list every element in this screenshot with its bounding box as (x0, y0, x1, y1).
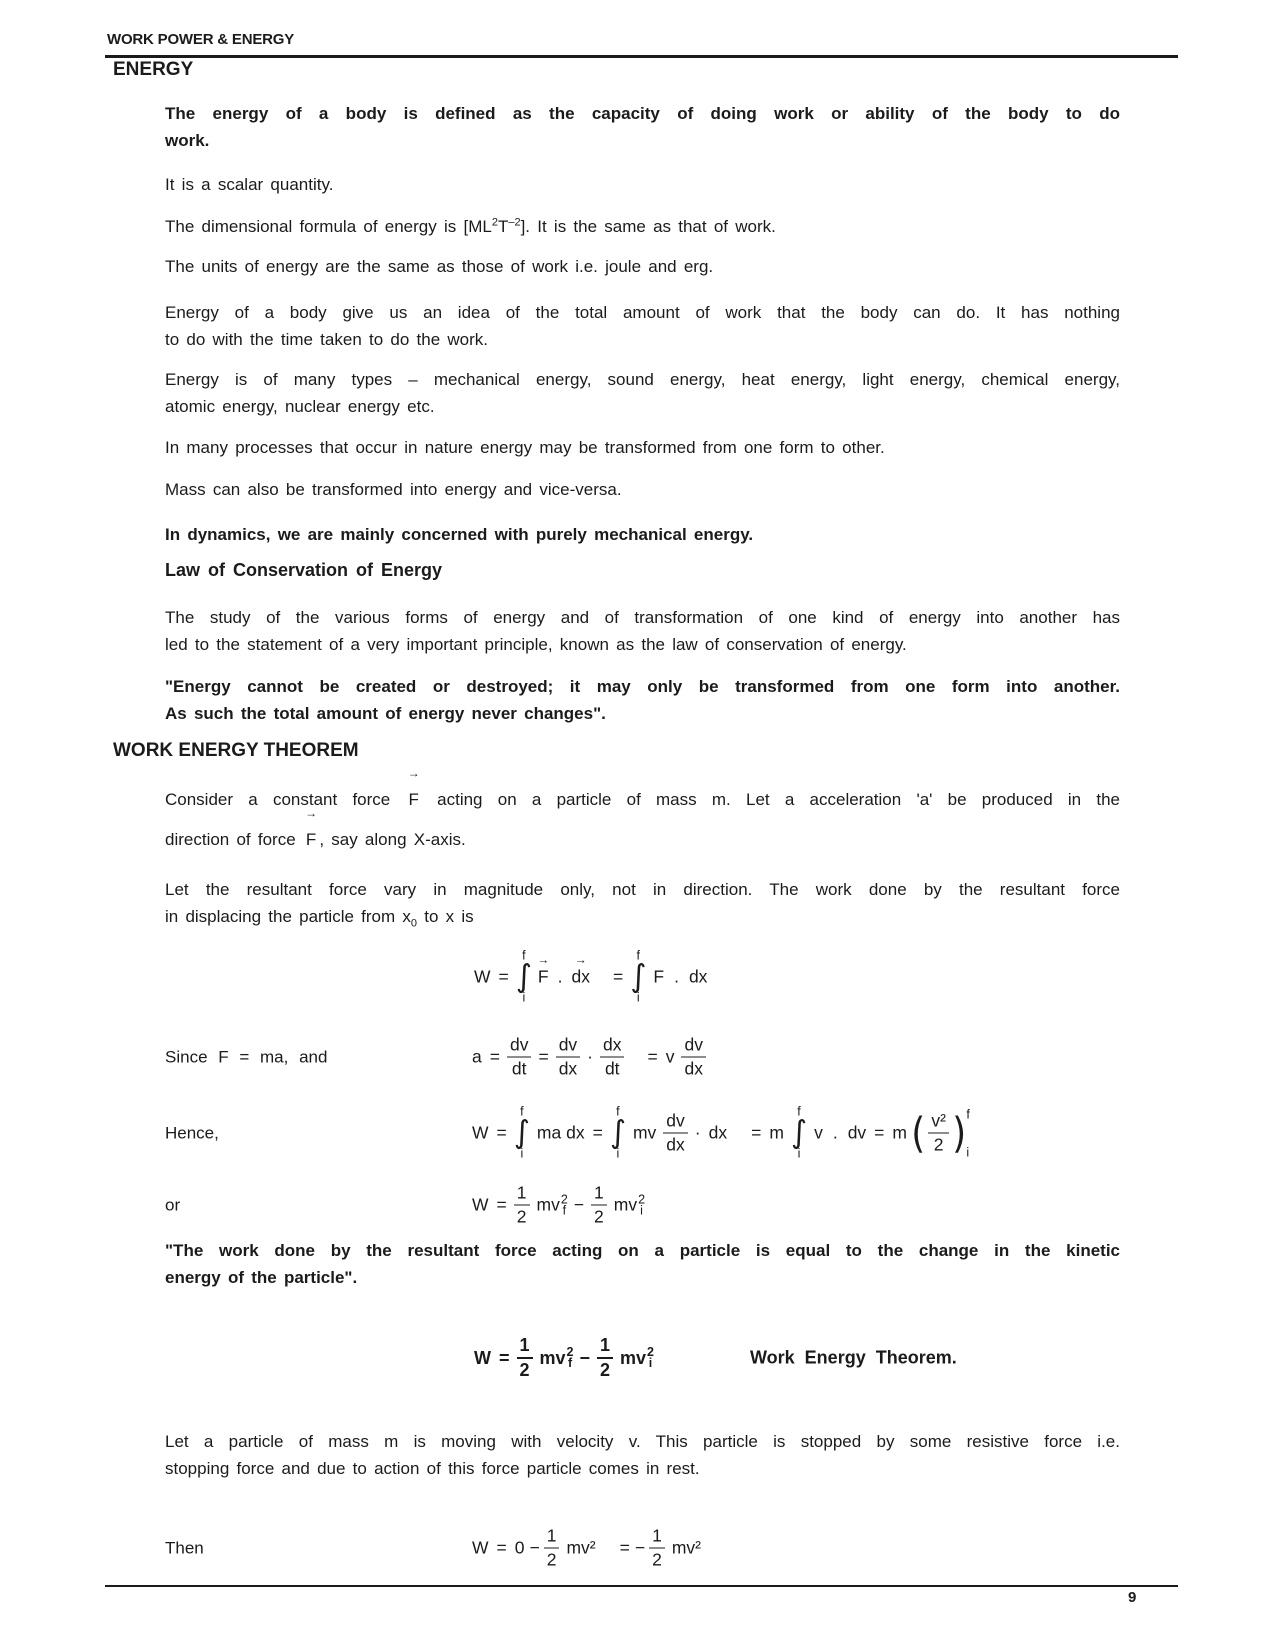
text-segment: The dimensional formula of energy is [ML (165, 217, 492, 236)
math-symbol: F (653, 966, 665, 987)
text-line: The energy of a body is defined as the capacity of doing work or ability of the body to do (165, 104, 1120, 123)
paragraph-scalar-quantity (165, 172, 1120, 199)
footer-rule (105, 1585, 1178, 1587)
page-header-title: WORK POWER & ENERGY (107, 31, 295, 48)
text-line: "The work done by the resultant force acting on a particle is equal to the change in the kinetic (165, 1241, 1120, 1260)
sup-sub: 2 f (560, 1192, 568, 1217)
formula-label-or: or (165, 1195, 181, 1214)
text-segment: to x is (424, 906, 474, 926)
text-line: The study of the various forms of energy and of transformation of one kind of energy into another has (165, 608, 1120, 627)
text-segment: in displacing the particle from x (165, 906, 411, 926)
text-line: In dynamics, we are mainly concerned with purely mechanical energy. (165, 525, 754, 544)
text-line (165, 904, 1120, 931)
formula-work-integral (470, 948, 711, 1005)
text-line: Let a particle of mass m is moving with velocity v. This particle is stopped by some resistive force i.e. (165, 1432, 1120, 1451)
paragraph-energy-types (165, 367, 1120, 420)
fraction: $\frac{1}{2}$ (514, 1183, 530, 1228)
vector-arrow-icon: → (305, 806, 318, 820)
vector-F: → F (537, 952, 550, 987)
sup-sub: 2 i (638, 1192, 646, 1217)
fraction: $\frac{1}{2}$ (517, 1335, 533, 1381)
math-symbol: = (498, 966, 509, 987)
section-heading-work-energy-theorem: WORK ENERGY THEOREM (113, 740, 359, 761)
vector-arrow-icon: → (537, 952, 550, 967)
subheading-law-of-conservation: Law of Conservation of Energy (165, 560, 443, 580)
fraction: $\frac{dv}{dx}$ (681, 1035, 705, 1080)
math-symbol: = (612, 966, 624, 987)
fraction: $\frac{1}{2}$ (591, 1183, 607, 1228)
text-line: As such the total amount of energy never changes". (165, 703, 606, 723)
fraction: $\frac{dv}{dx}$ (663, 1111, 687, 1156)
paragraph-energy-idea (165, 300, 1120, 353)
force-symbol: F (408, 790, 419, 809)
right-paren: ) (952, 1108, 967, 1157)
text-segment: direction of force (165, 830, 296, 849)
paragraph-theorem-quote (165, 1238, 1120, 1291)
math-symbol: dx (688, 966, 708, 987)
paragraph-dynamics (165, 522, 1120, 549)
text-line: work. (165, 130, 210, 150)
force-symbol: F (305, 830, 317, 849)
sup-sub: 2 i (647, 1345, 654, 1370)
subscript: 0 (410, 916, 418, 929)
paragraph-consider-force (165, 766, 1120, 860)
formula-work-derivation: W = f ∫ i ma dx = f ∫ i mv $\frac{dv}{dx}$ · dx = m f ∫ i v . dv = m ( $\frac{\text{v²}}{2}$ ) f i (472, 1104, 970, 1161)
superscript: 2 (491, 216, 498, 229)
text-line: atomic energy, nuclear energy etc. (165, 396, 435, 416)
paragraph-dimensional-formula (165, 214, 1120, 241)
text-line: Let the resultant force vary in magnitude only, not in direction. The work done by the resultant force (165, 880, 1120, 899)
text-line: stopping force and due to action of this force particle comes in rest. (165, 1458, 700, 1478)
integral-bounds: f i (966, 1107, 970, 1159)
formula-row-acceleration (165, 1035, 709, 1080)
formula-kinetic-energy-change: W = $\frac{1}{2}$ mv 2 f − $\frac{1}{2}$ mv 2 i (472, 1182, 646, 1227)
text-segment: ]. It is the same as that of work. (520, 217, 776, 236)
formula-label-since: Since F = ma, and (165, 1047, 328, 1066)
formula-acceleration: a = $\frac{dv}{dt}$ = $\frac{dv}{dx}$ · $\frac{dx}{dt}$ = v $\frac{dv}{dx}$ (468, 1035, 709, 1080)
fraction: $\frac{\text{v²}}{2}$ (928, 1111, 949, 1156)
vector-F (305, 806, 318, 860)
fraction: $\frac{dx}{dt}$ (600, 1035, 624, 1080)
integral-sign: f ∫ i (609, 1104, 626, 1161)
formula-row-hence (165, 1104, 970, 1161)
text-line (165, 214, 1120, 241)
text-line: In many processes that occur in nature energy may be transformed from one form to other. (165, 438, 885, 457)
theorem-name-label: Work Energy Theorem. (750, 1347, 957, 1368)
text-segment: T (497, 217, 509, 236)
text-segment: Consider a constant force (165, 790, 391, 809)
text-line: "Energy cannot be created or destroyed; it may only be transformed from one form into another. (165, 677, 1120, 696)
text-line: Mass can also be transformed into energy and vice-versa. (165, 480, 622, 499)
fraction: $\frac{dv}{dx}$ (556, 1035, 580, 1080)
vector-F (407, 766, 420, 820)
integral-sign: f ∫ i (515, 948, 532, 1005)
vector-arrow-icon: → (574, 952, 587, 967)
text-segment: acting on a particle of mass m. Let a acceleration 'a' be produced in the (437, 790, 1120, 809)
formula-label-hence: Hence, (165, 1123, 219, 1142)
math-symbol: . (557, 966, 563, 987)
fraction: $\frac{dv}{dt}$ (507, 1035, 531, 1080)
fraction: $\frac{1}{2}$ (649, 1526, 665, 1571)
paragraph-resultant-force (165, 877, 1120, 930)
formula-stopping-work: W = 0 − $\frac{1}{2}$ mv² = − $\frac{1}{2}$ mv² (472, 1525, 701, 1570)
text-segment: , say along X-axis. (319, 830, 466, 849)
math-symbol: . (674, 966, 679, 987)
superscript: –2 (508, 216, 521, 229)
formula-work-energy-theorem: W = $\frac{1}{2}$ mv 2 f − $\frac{1}{2}$ mv 2 i Work Energy Theorem. (474, 1335, 957, 1380)
sup-sub: 2 f (566, 1345, 574, 1370)
paragraph-particle-stopped (165, 1429, 1120, 1482)
section-heading-energy: ENERGY (113, 59, 194, 80)
formula-row-then (165, 1526, 705, 1571)
text-line: Energy of a body give us an idea of the total amount of work that the body can do. It has nothing (165, 303, 1120, 322)
integral-sign: f ∫ i (630, 948, 647, 1005)
paragraph-transformation (165, 435, 1120, 462)
formula-row-or (165, 1183, 647, 1228)
integral-sign: f ∫ i (513, 1104, 530, 1161)
header-rule (105, 55, 1178, 58)
vector-dx: → dx (571, 952, 590, 987)
paragraph-mass-energy (165, 477, 1120, 504)
paragraph-study-of-energy (165, 605, 1120, 658)
paragraph-energy-definition (165, 101, 1120, 154)
text-line: to do with the time taken to do the work. (165, 329, 488, 349)
fraction: $\frac{1}{2}$ (597, 1335, 613, 1381)
text-line: led to the statement of a very important principle, known as the law of conservation of energy. (165, 634, 907, 654)
fraction: $\frac{1}{2}$ (544, 1526, 560, 1571)
integral-sign: f ∫ i (790, 1104, 808, 1161)
text-line: Energy is of many types – mechanical energy, sound energy, heat energy, light energy, chemical energy, (165, 370, 1120, 389)
page-number: 9 (1128, 1589, 1137, 1606)
left-paren: ( (911, 1108, 926, 1157)
text-line (165, 806, 1120, 860)
text-line: energy of the particle". (165, 1267, 358, 1287)
formula-label-then: Then (165, 1538, 204, 1557)
text-line: It is a scalar quantity. (165, 175, 334, 194)
text-line: The units of energy are the same as those of work i.e. joule and erg. (165, 257, 714, 276)
vector-arrow-icon: → (407, 766, 420, 780)
math-symbol: W (474, 966, 491, 987)
paragraph-conservation-quote (165, 674, 1120, 727)
paragraph-units-of-energy (165, 254, 1120, 281)
